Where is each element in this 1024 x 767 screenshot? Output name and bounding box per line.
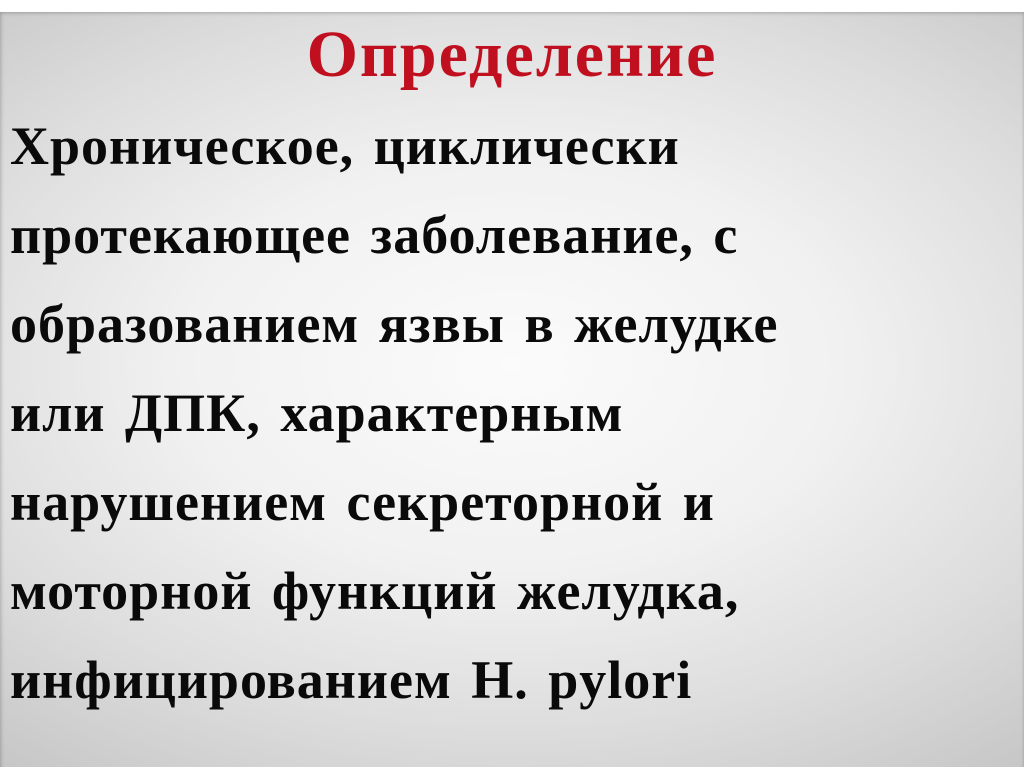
body-line: инфицированием H. pylori — [10, 649, 693, 710]
body-line: образованием язвы в желудке — [10, 293, 779, 354]
body-line: моторной функций желудка, — [10, 560, 740, 621]
presentation-slide — [0, 12, 1024, 767]
slide-title: Определение — [306, 18, 718, 91]
body-line: Хроническое, циклически — [10, 115, 680, 176]
slide-body-text — [0, 102, 1024, 725]
body-line: протекающее заболевание, с — [10, 204, 739, 265]
body-line: или ДПК, характерным — [10, 382, 624, 443]
body-line: нарушением секреторной и — [10, 471, 715, 532]
